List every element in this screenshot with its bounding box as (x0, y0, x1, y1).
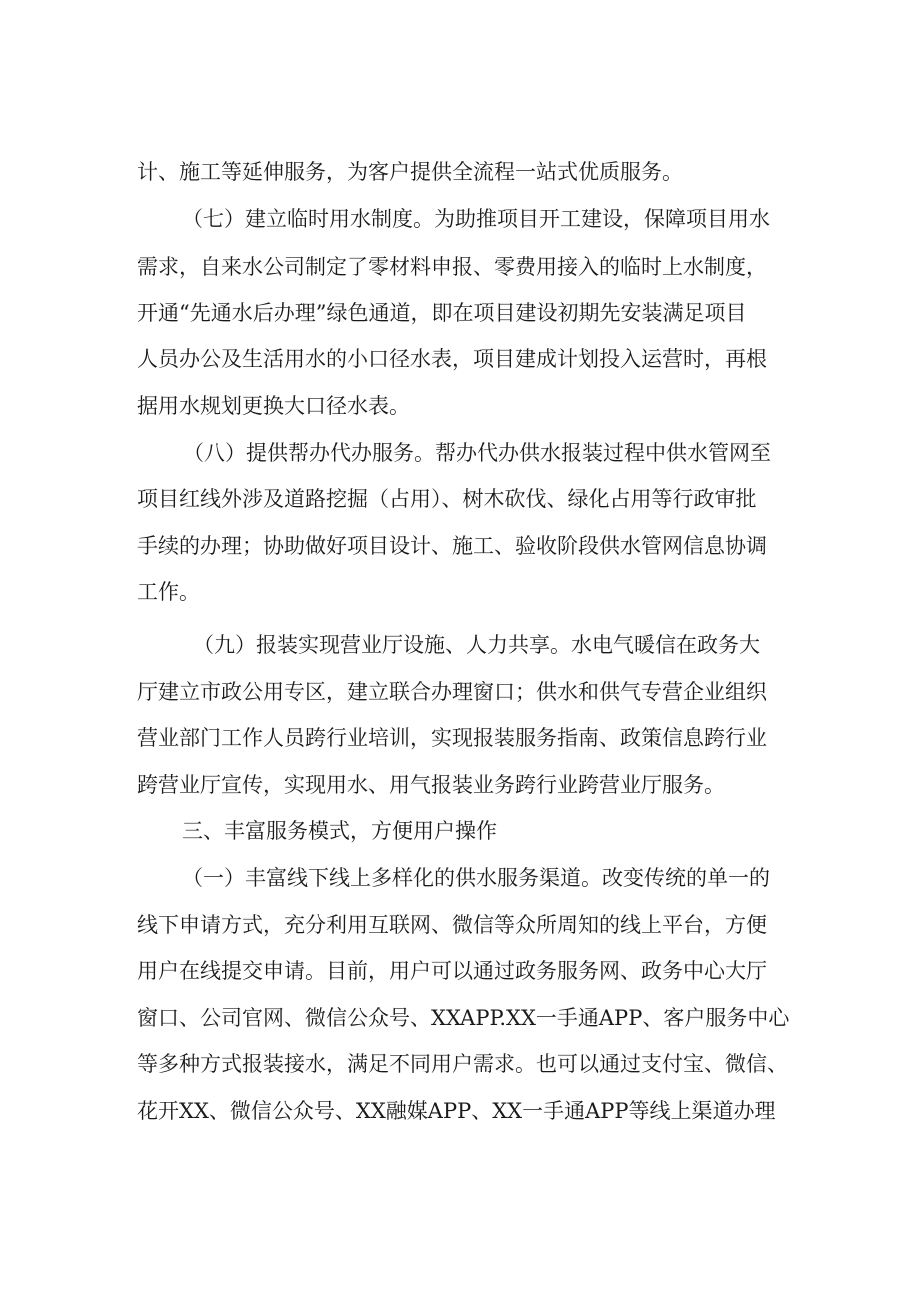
paragraph-line: （八）提供帮办代办服务。帮办代办供水报装过程中供水管网至 (183, 441, 771, 465)
paragraph-line: 需求，自来水公司制定了零材料申报、零费用接入的临时上水制度， (137, 255, 767, 279)
paragraph-line: 人员办公及生活用水的小口径水表，项目建成计划投入运营时，再根 (137, 347, 767, 371)
paragraph-line: 项目红线外涉及道路挖掘（占用）、树木砍伐、绿化占用等行政审批 (137, 487, 757, 511)
paragraph-line: 计、施工等延伸服务，为客户提供全流程一站式优质服务。 (137, 160, 683, 184)
paragraph-line: 跨营业厅宣传，实现用水、用气报装业务跨行业跨营业厅服务。 (137, 773, 725, 797)
paragraph-line: 厅建立市政公用专区，建立联合办理窗口；供水和供气专营企业组织 (137, 680, 767, 704)
paragraph-line: 等多种方式报装接水，满足不同用户需求。也可以通过支付宝、微信、 (137, 1052, 788, 1076)
paragraph-line: （七）建立临时用水制度。为助推项目开工建设，保障项目用水 (182, 207, 770, 231)
paragraph-line: 营业部门工作人员跨行业培训，实现报装服务指南、政策信息跨行业 (137, 726, 767, 750)
paragraph-line: （一）丰富线下线上多样化的供水服务渠道。改变传统的单一的 (182, 866, 770, 890)
paragraph-line: 据用水规划更换大口径水表。 (137, 394, 410, 418)
paragraph-line: 开通“先通水后办理”绿色通道，即在项目建设初期先安装满足项目 (137, 301, 747, 325)
paragraph-line: 线下申请方式，充分利用互联网、微信等众所周知的线上平台，方便 (137, 913, 767, 937)
paragraph-line: 用户在线提交申请。目前，用户可以通过政务服务网、政务中心大厅 (137, 959, 767, 983)
paragraph-line: 窗口、公司官网、微信公众号、XXAPP.XX一手通APP、客户服务中心 (137, 1006, 790, 1030)
paragraph-line: 手续的办理；协助做好项目设计、施工、验收阶段供水管网信息协调 (137, 534, 767, 558)
paragraph-line: 工作。 (137, 580, 200, 604)
paragraph-line: 花开XX、微信公众号、XX融媒APP、XX一手通APP等线上渠道办理 (137, 1099, 776, 1123)
section-heading: 三、丰富服务模式，方便用户操作 (182, 819, 497, 843)
paragraph-line: （九）报装实现营业厅设施、人力共享。水电气暖信在政务大 (193, 633, 760, 657)
